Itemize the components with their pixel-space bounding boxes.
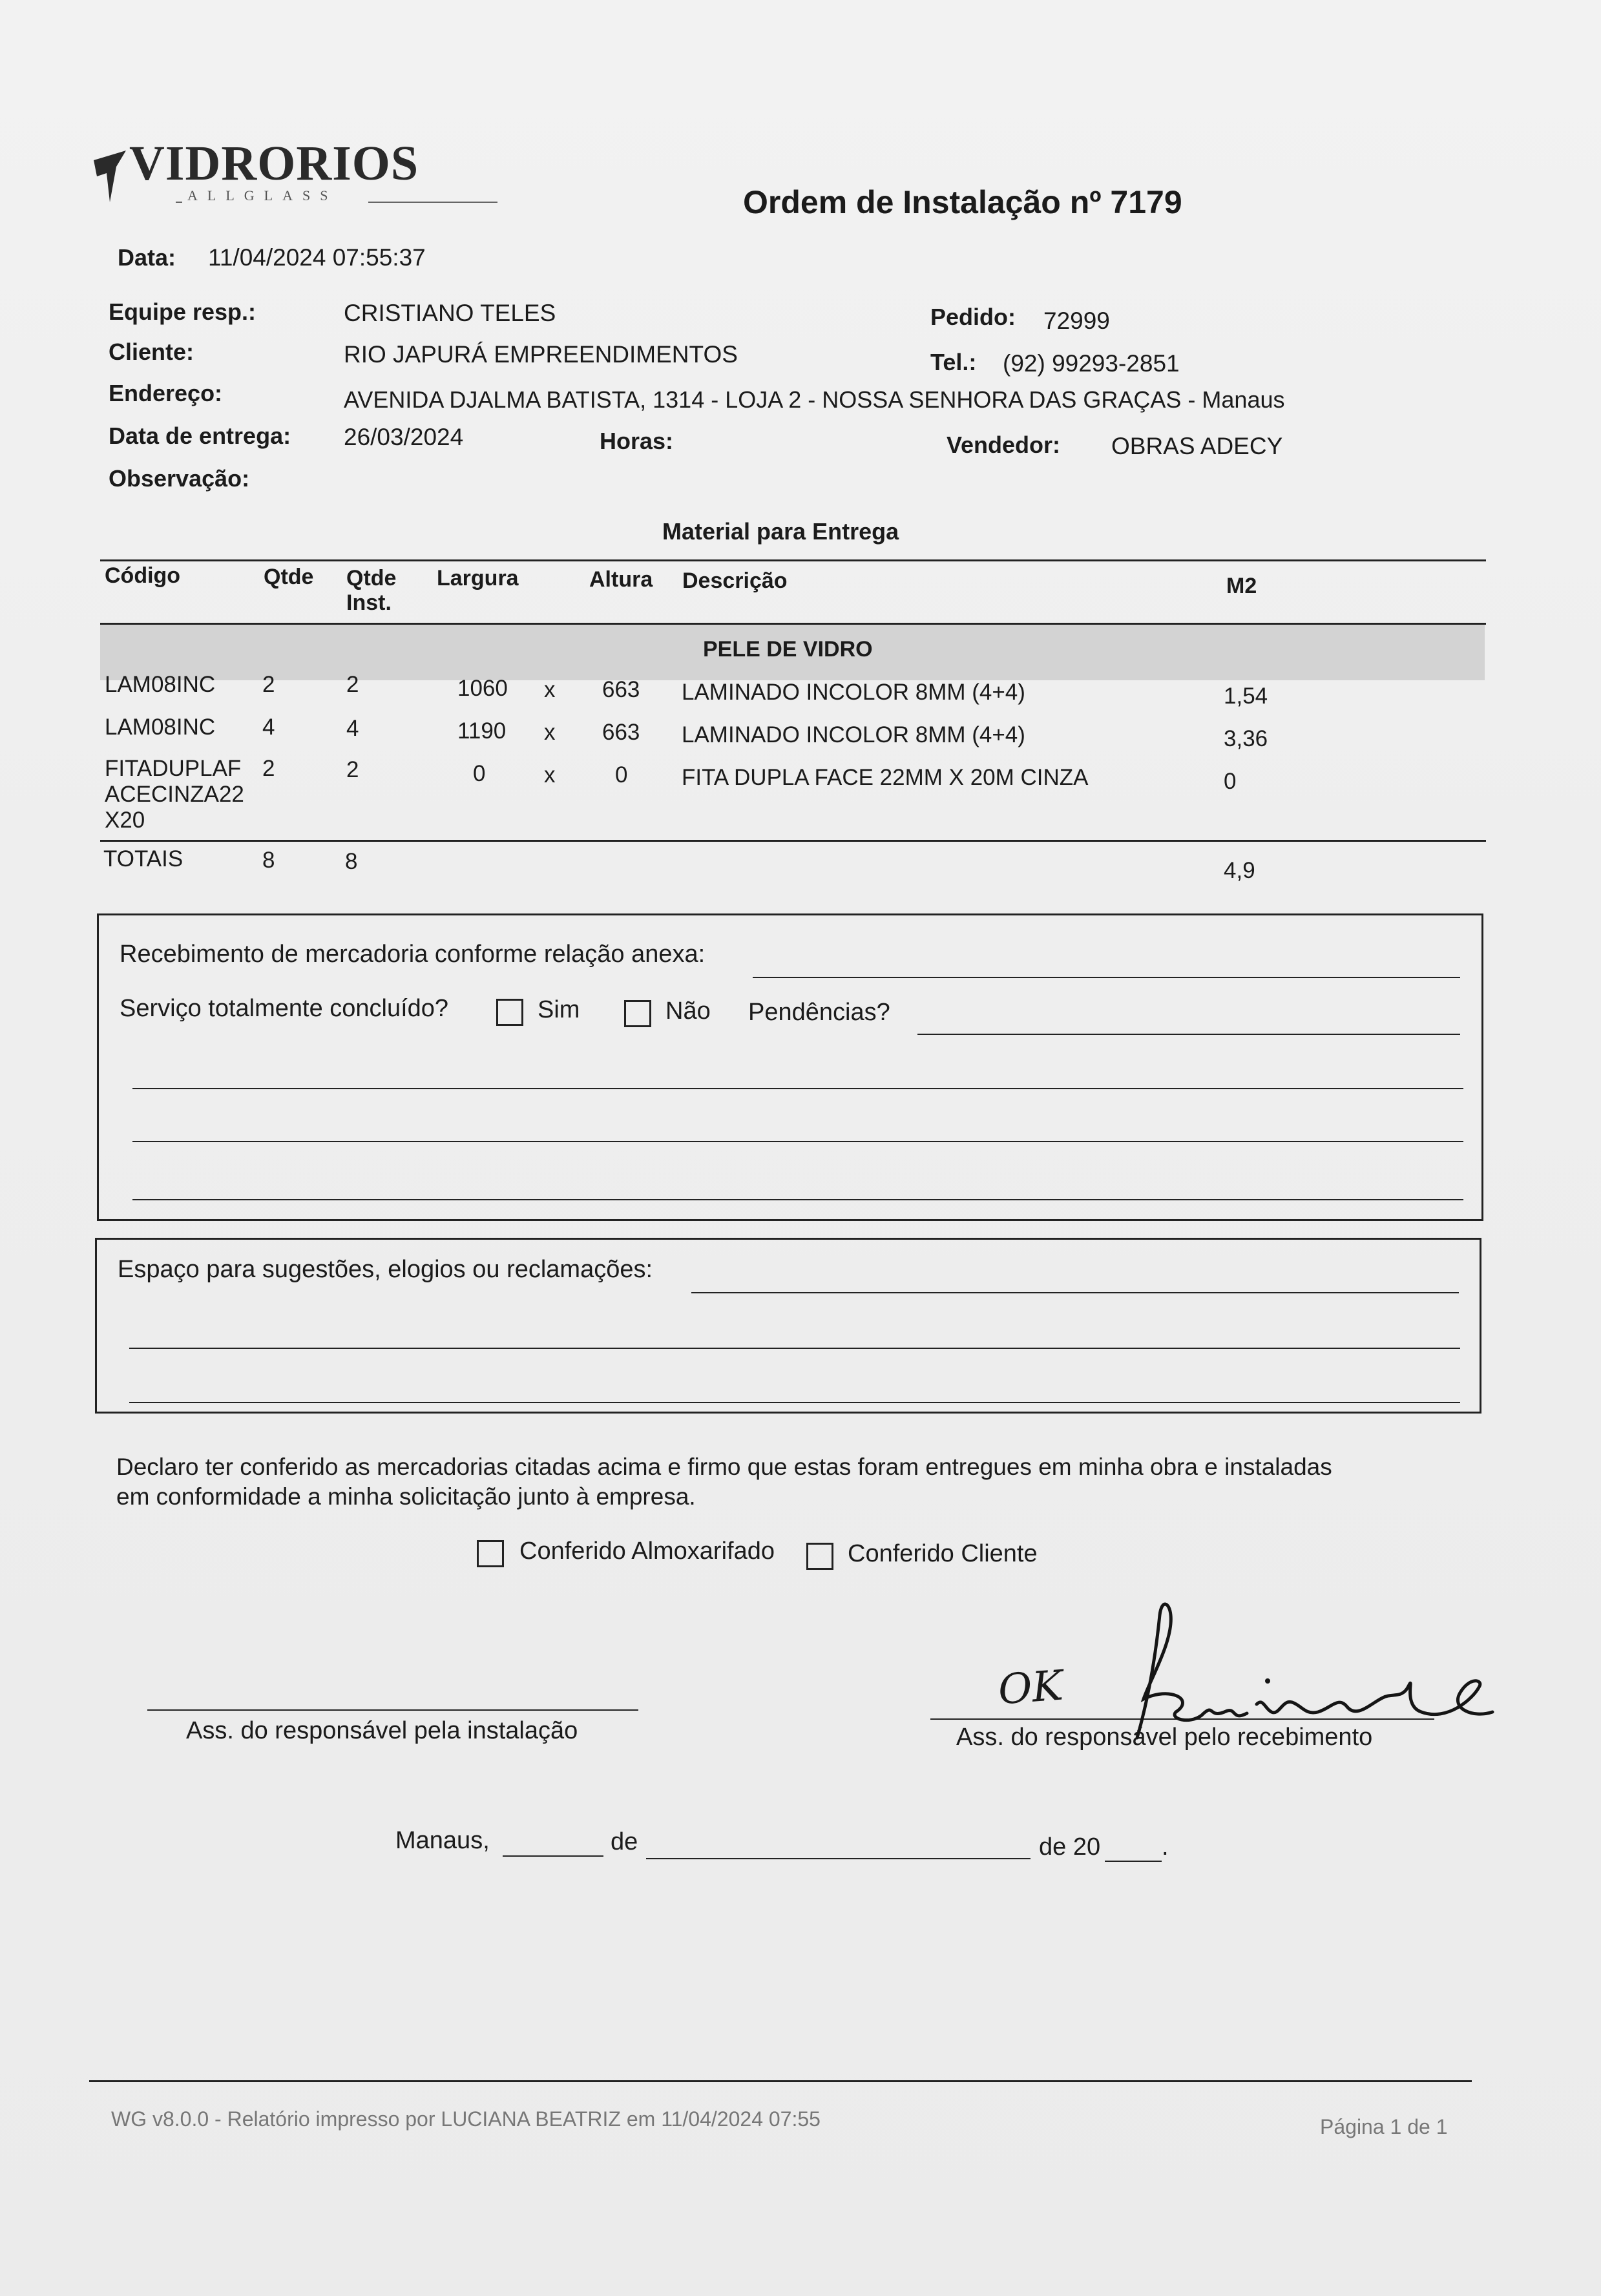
row-qtde-inst: 2 (346, 757, 359, 782)
vendedor-value: OBRAS ADECY (1111, 433, 1283, 459)
row-largura: 1060 (457, 676, 508, 701)
col-codigo: Código (105, 563, 181, 588)
sim-checkbox[interactable] (496, 999, 523, 1026)
declaration-line1: Declaro ter conferido as mercadorias citadas acima e firmo que estas foram entregues em minha obra e instaladas (116, 1454, 1332, 1480)
row-descricao: FITA DUPLA FACE 22MM X 20M CINZA (682, 765, 1089, 790)
col-qtde: Qtde (264, 565, 314, 589)
servico-label: Serviço totalmente concluído? (120, 995, 449, 1022)
handwritten-ok: OK (996, 1662, 1065, 1715)
pendencias-line-2[interactable] (132, 1088, 1463, 1089)
suggestions-line-3[interactable] (129, 1402, 1460, 1403)
city-label: Manaus, (395, 1827, 490, 1854)
row-qtde: 2 (262, 672, 275, 697)
row-x: x (544, 677, 556, 702)
cliente-value: RIO JAPURÁ EMPREENDIMENTOS (344, 341, 738, 368)
totals-qtde: 8 (262, 848, 275, 873)
logo-brand-text: VIDRORIOS (129, 136, 419, 191)
col-altura: Altura (589, 567, 653, 592)
conferido-almoxarifado-checkbox[interactable] (477, 1540, 504, 1567)
de-label-1: de (611, 1828, 638, 1855)
totals-qtde-inst: 8 (345, 849, 358, 874)
month-line[interactable] (646, 1858, 1031, 1859)
document-title: Ordem de Instalação nº 7179 (743, 184, 1182, 220)
row-x: x (544, 720, 556, 745)
row-altura: 663 (602, 720, 640, 745)
row-largura: 1190 (457, 718, 507, 744)
sim-label: Sim (538, 996, 580, 1023)
pendencias-line-3[interactable] (132, 1141, 1463, 1142)
row-x: x (544, 762, 556, 788)
tel-label: Tel.: (930, 349, 977, 375)
row-descricao: LAMINADO INCOLOR 8MM (4+4) (682, 680, 1025, 705)
date-period: . (1162, 1833, 1169, 1861)
row-codigo-line1: FITADUPLAF (105, 756, 242, 781)
row-m2: 3,36 (1224, 726, 1268, 751)
pedido-label: Pedido: (930, 304, 1016, 330)
col-m2: M2 (1226, 574, 1257, 598)
signature-label-instalacao: Ass. do responsável pela instalação (186, 1717, 578, 1744)
row-qtde: 4 (262, 715, 275, 740)
row-descricao: LAMINADO INCOLOR 8MM (4+4) (682, 722, 1025, 747)
col-descricao: Descrição (682, 569, 788, 593)
conferido-cliente-checkbox[interactable] (806, 1543, 833, 1570)
signature-line-instalacao[interactable] (147, 1709, 638, 1711)
col-qtde-inst-line1: Qtde (346, 566, 397, 590)
entrega-label: Data de entrega: (109, 423, 291, 449)
suggestions-line[interactable] (691, 1292, 1459, 1293)
logo-rule-left (176, 202, 182, 203)
totals-label: TOTAIS (103, 846, 183, 871)
pendencias-line[interactable] (917, 1034, 1460, 1035)
pendencias-line-4[interactable] (132, 1199, 1463, 1200)
data-label: Data: (118, 244, 176, 271)
year-line[interactable] (1105, 1861, 1162, 1862)
row-largura: 0 (473, 761, 486, 786)
vendedor-label: Vendedor: (947, 432, 1061, 458)
data-value: 11/04/2024 07:55:37 (208, 244, 426, 271)
material-section-title: Material para Entrega (662, 518, 899, 545)
cliente-label: Cliente: (109, 339, 194, 365)
group-title: PELE DE VIDRO (703, 637, 873, 662)
suggestions-line-2[interactable] (129, 1348, 1460, 1349)
endereco-label: Endereço: (109, 380, 223, 406)
row-qtde-inst: 4 (346, 716, 359, 741)
table-top-rule (100, 559, 1486, 561)
endereco-value: AVENIDA DJALMA BATISTA, 1314 - LOJA 2 - NOSSA SENHORA DAS GRAÇAS - Manaus (344, 386, 1285, 413)
totals-m2: 4,9 (1224, 858, 1255, 883)
row-codigo-line3: X20 (105, 808, 145, 833)
row-m2: 1,54 (1224, 684, 1268, 709)
row-m2: 0 (1224, 769, 1237, 794)
tel-value: (92) 99293-2851 (1003, 350, 1180, 377)
footer-rule (89, 2080, 1472, 2082)
logo-subtitle: ALLGLASS (187, 187, 338, 204)
nao-label: Não (665, 997, 711, 1025)
equipe-value: CRISTIANO TELES (344, 300, 556, 326)
recebimento-line[interactable] (753, 977, 1460, 978)
equipe-label: Equipe resp.: (109, 298, 256, 325)
day-line[interactable] (503, 1855, 603, 1857)
row-altura: 663 (602, 677, 640, 702)
de-label-2: de 20 (1039, 1833, 1101, 1861)
row-altura: 0 (615, 762, 628, 788)
pendencias-label: Pendências? (748, 999, 890, 1026)
recebimento-label: Recebimento de mercadoria conforme relação anexa: (120, 941, 706, 968)
suggestions-label: Espaço para sugestões, elogios ou reclamações: (118, 1256, 653, 1283)
totals-top-rule (100, 840, 1486, 842)
col-largura: Largura (437, 566, 519, 590)
horas-label: Horas: (600, 428, 674, 454)
conferido-almoxarifado-label: Conferido Almoxarifado (519, 1538, 775, 1565)
row-codigo-line2: ACECINZA22 (105, 782, 244, 807)
pedido-value: 72999 (1043, 308, 1110, 334)
row-codigo: LAM08INC (105, 715, 216, 740)
signature-label-recebimento: Ass. do responsável pelo recebimento (956, 1724, 1373, 1751)
declaration-line2: em conformidade a minha solicitação junto à empresa. (116, 1483, 696, 1510)
observacao-label: Observação: (109, 465, 250, 492)
col-qtde-inst-line2: Inst. (346, 590, 392, 615)
row-qtde: 2 (262, 756, 275, 781)
row-codigo: LAM08INC (105, 672, 216, 697)
footer-page-number: Página 1 de 1 (1320, 2115, 1448, 2138)
handwritten-signature-icon (1098, 1589, 1499, 1744)
logo-brand (129, 136, 419, 192)
nao-checkbox[interactable] (624, 1000, 651, 1027)
conferido-cliente-label: Conferido Cliente (848, 1540, 1038, 1567)
entrega-value: 26/03/2024 (344, 424, 464, 450)
logo-rule-right (368, 202, 497, 203)
footer-report-info: WG v8.0.0 - Relatório impresso por LUCIANA BEATRIZ em 11/04/2024 07:55 (111, 2107, 821, 2131)
row-qtde-inst: 2 (346, 672, 359, 697)
